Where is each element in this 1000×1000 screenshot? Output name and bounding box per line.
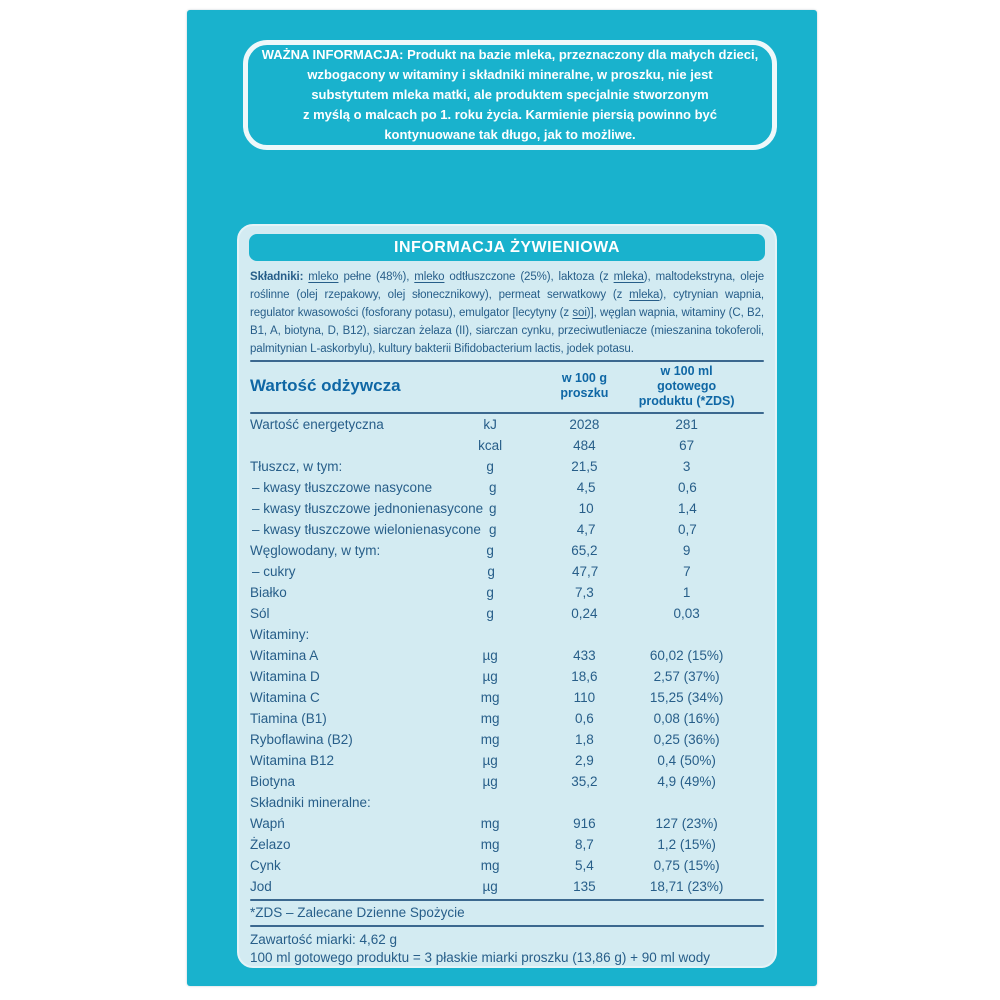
allergen-term: soi: [572, 307, 587, 319]
table-row: [250, 855, 764, 876]
value-per-100ml: 1,2 (15%): [657, 837, 716, 852]
nutrient-name: Cynk: [250, 858, 281, 873]
warning-line: z myślą o malcach po 1. roku życia. Karmienie piersią powinno być: [303, 107, 717, 122]
table-row: [250, 540, 764, 561]
value-per-100ml: 0,08 (16%): [653, 711, 720, 726]
value-per-100g: 2,9: [575, 753, 594, 768]
allergen-term: mleka: [613, 271, 644, 283]
nutrient-name: Witaminy:: [250, 627, 310, 642]
nutrient-unit: kcal: [478, 438, 503, 453]
column-header-line: w 100 ml: [660, 363, 713, 378]
nutrient-name: Wartość energetyczna: [250, 417, 384, 432]
value-per-100g: 35,2: [571, 774, 598, 789]
table-section-row: [250, 624, 764, 645]
column-header-line: gotowego: [657, 378, 717, 393]
nutrient-unit: g: [487, 564, 495, 579]
warning-line: WAŻNA INFORMACJA: Produkt na bazie mleka, przeznaczony dla małych dzieci,: [261, 47, 759, 62]
nutrient-name: – cukry: [252, 564, 296, 579]
value-per-100ml: 67: [679, 438, 695, 453]
nutrient-name: – kwasy tłuszczowe wielonienasycone: [252, 522, 481, 537]
nutrient-unit: mg: [480, 837, 500, 852]
value-per-100ml: 15,25 (34%): [649, 690, 724, 705]
value-per-100ml: 60,02 (15%): [649, 648, 724, 663]
value-per-100ml: 0,7: [677, 522, 697, 537]
table-row: [250, 687, 764, 708]
table-row: [250, 498, 764, 519]
table-row: [250, 456, 764, 477]
value-per-100g: 21,5: [571, 459, 598, 474]
nutrient-name: – kwasy tłuszczowe nasycone: [252, 480, 433, 495]
nutrient-name: Tłuszcz, w tym:: [250, 459, 343, 474]
value-per-100g: 47,7: [571, 564, 599, 579]
value-per-100g: 2028: [569, 417, 600, 432]
column-header-per-100g: [560, 371, 610, 401]
table-row: [250, 582, 764, 603]
value-per-100ml: 1: [682, 585, 691, 600]
warning-line: substytutem mleka matki, ale produktem specjalnie stworzonym: [311, 87, 709, 102]
nutrition-table-header: [250, 362, 764, 410]
table-row: [250, 729, 764, 750]
value-per-100g: 4,7: [576, 522, 596, 537]
table-row: [250, 813, 764, 834]
nutrient-unit: µg: [482, 879, 498, 894]
nutrient-name: Witamina C: [250, 690, 320, 705]
nutrient-unit: kJ: [483, 417, 497, 432]
ingredients-text: ), cytrynian wapnia, regulator kwasowości (fosforany potasu), emulgator [lecytyny (z: [250, 289, 764, 319]
table-row: [250, 519, 764, 540]
divider-footnote-top: [250, 899, 764, 901]
table-row: [250, 750, 764, 771]
column-header-line: produktu (*ZDS): [638, 393, 735, 408]
important-information-text: [248, 45, 772, 145]
nutrient-name: Ryboflawina (B2): [250, 732, 353, 747]
preparation-line: 100 ml gotowego produktu = 3 płaskie miarki proszku (13,86 g) + 90 ml wody: [250, 950, 710, 965]
table-row: [250, 435, 764, 456]
nutrient-name: Biotyna: [250, 774, 296, 789]
value-per-100ml: 18,71 (23%): [649, 879, 724, 894]
value-per-100g: 7,3: [575, 585, 594, 600]
value-per-100g: 10: [578, 501, 594, 516]
nutrient-name: Składniki mineralne:: [250, 795, 371, 810]
value-per-100ml: 0,4 (50%): [657, 753, 716, 768]
nutrient-name: Wapń: [250, 816, 285, 831]
nutrient-unit: g: [486, 459, 494, 474]
nutrient-unit: µg: [482, 753, 498, 768]
important-information-box: [243, 40, 777, 150]
nutrient-name: Witamina A: [250, 648, 319, 663]
nutrient-unit: µg: [482, 774, 498, 789]
value-per-100g: 65,2: [571, 543, 598, 558]
value-per-100ml: 2,57 (37%): [653, 669, 720, 684]
nutrient-unit: g: [489, 522, 497, 537]
table-row: [250, 834, 764, 855]
table-row: [250, 561, 764, 582]
value-per-100g: 0,24: [571, 606, 598, 621]
ingredients-text: odtłuszczone (25%), laktoza (z: [444, 271, 614, 283]
table-row: [250, 645, 764, 666]
nutrient-unit: mg: [480, 816, 500, 831]
nutrient-name: Węglowodany, w tym:: [250, 543, 381, 558]
nutrient-unit: mg: [480, 690, 500, 705]
allergen-term: mleko: [414, 271, 445, 283]
table-row: [250, 708, 764, 729]
nutrient-unit: g: [489, 501, 497, 516]
nutrition-table-body: [250, 414, 764, 897]
nutrient-unit: µg: [482, 669, 498, 684]
nutrition-panel: [237, 224, 777, 968]
allergen-term: mleko: [308, 271, 339, 283]
nutrient-unit: g: [486, 585, 494, 600]
divider-footnote-bottom: [250, 925, 764, 927]
warning-line: kontynuowane tak długo, jak to możliwe.: [384, 127, 636, 142]
ingredients-paragraph: [250, 268, 764, 358]
nutrient-unit: g: [486, 543, 494, 558]
column-header-per-100ml: [609, 364, 764, 409]
table-row: [250, 876, 764, 897]
value-per-100g: 110: [573, 690, 596, 705]
value-per-100g: 916: [573, 816, 596, 831]
nutrient-name: Sól: [250, 606, 270, 621]
column-header-line: proszku: [560, 386, 609, 400]
ingredients-text: pełne (48%),: [338, 271, 415, 283]
value-per-100ml: 1,4: [677, 501, 697, 516]
nutrient-unit: mg: [480, 732, 500, 747]
value-per-100ml: 7: [683, 564, 691, 579]
column-header-nutrition: Wartość odżywcza: [250, 376, 401, 395]
table-row: [250, 666, 764, 687]
value-per-100g: 5,4: [575, 858, 594, 873]
value-per-100g: 1,8: [575, 732, 594, 747]
column-header-line: w 100 g: [561, 371, 607, 385]
zds-footnote: *ZDS – Zalecane Dzienne Spożycie: [250, 905, 465, 920]
value-per-100ml: 9: [682, 543, 691, 558]
warning-line: wzbogacony w witaminy i składniki mineralne, w proszku, nie jest: [307, 67, 713, 82]
table-row: [250, 603, 764, 624]
value-per-100g: 135: [573, 879, 596, 894]
table-row: [250, 414, 764, 435]
allergen-term: mleka: [629, 289, 660, 301]
nutrient-name: Jod: [250, 879, 272, 894]
value-per-100g: 8,7: [575, 837, 594, 852]
value-per-100g: 433: [573, 648, 596, 663]
nutrient-unit: mg: [480, 711, 500, 726]
value-per-100ml: 0,03: [673, 606, 700, 621]
nutrient-name: Witamina B12: [250, 753, 335, 768]
value-per-100ml: 0,6: [677, 480, 697, 495]
value-per-100ml: 0,75 (15%): [653, 858, 720, 873]
nutrient-name: Białko: [250, 585, 287, 600]
value-per-100ml: 281: [675, 417, 698, 432]
table-row: [250, 771, 764, 792]
scoop-content-line: Zawartość miarki: 4,62 g: [250, 932, 398, 947]
value-per-100ml: 3: [682, 459, 691, 474]
preparation-info: [250, 931, 764, 967]
nutrient-unit: g: [486, 606, 494, 621]
nutrition-panel-title: INFORMACJA ŻYWIENIOWA: [249, 234, 765, 261]
value-per-100g: 484: [573, 438, 596, 453]
package-back-panel: [187, 10, 817, 986]
value-per-100ml: 127 (23%): [655, 816, 718, 831]
ingredients-text: ), maltodekstryna, oleje roślinne (olej rzepakowy, olej słonecznikowy), permeat serwatkowy (z: [250, 271, 764, 301]
value-per-100g: 0,6: [575, 711, 594, 726]
nutrient-name: Żelazo: [250, 837, 291, 852]
ingredients-text: )], węglan wapnia, witaminy (C, B2, B1, A, biotyna, D, B12), siarczan żelaza (II), siarczan cynku, przeciwutleniacze (mieszanina tokoferoli, palmitynian L-askorbylu), kultury bakterii Bifidobacterium lactis, jodek potasu.: [250, 307, 764, 355]
nutrient-unit: µg: [482, 648, 498, 663]
value-per-100ml: 0,25 (36%): [653, 732, 720, 747]
ingredients-label: Składniki:: [250, 271, 309, 283]
nutrient-unit: g: [489, 480, 497, 495]
value-per-100g: 4,5: [576, 480, 596, 495]
table-section-row: [250, 792, 764, 813]
table-row: [250, 477, 764, 498]
value-per-100ml: 4,9 (49%): [657, 774, 716, 789]
value-per-100g: 18,6: [571, 669, 598, 684]
nutrient-name: – kwasy tłuszczowe jednonienasycone: [252, 501, 484, 516]
nutrient-name: Witamina D: [250, 669, 320, 684]
nutrient-unit: mg: [480, 858, 500, 873]
nutrient-name: Tiamina (B1): [250, 711, 327, 726]
